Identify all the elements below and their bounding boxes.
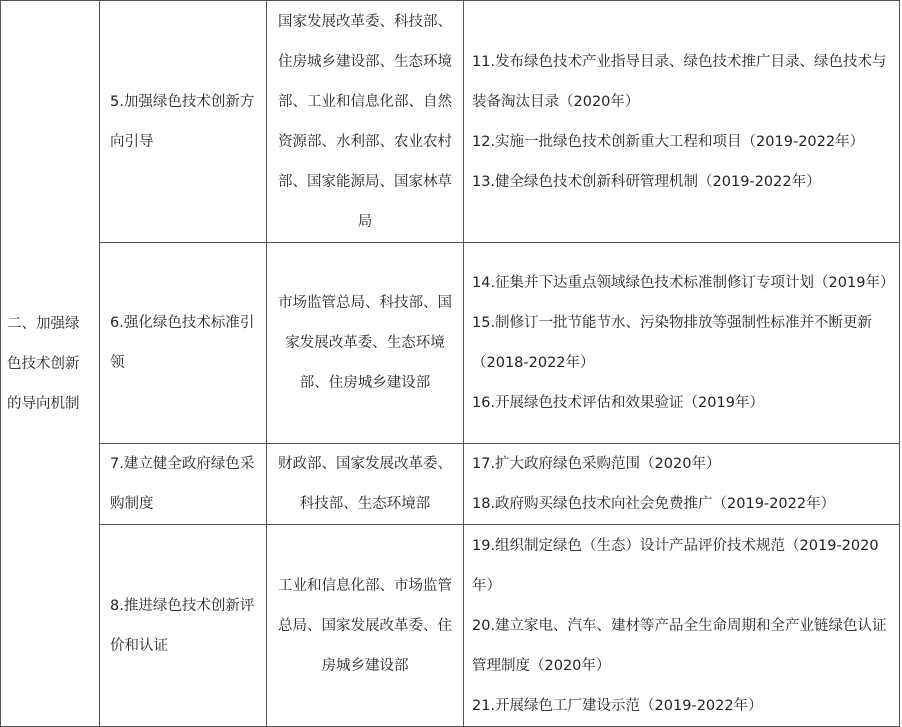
table-row (1, 1, 900, 243)
measures-cell (464, 243, 900, 444)
measure-item: 18.政府购买绿色技术向社会免费推广（2019-2022年） (472, 496, 836, 512)
measure-item: 19.组织制定绿色（生态）设计产品评价技术规范（2019-2020年） (472, 537, 879, 594)
task-cell (100, 1, 267, 243)
dept-label: 市场监管总局、科技部、国家发展改革委、生态环境部、住房城乡建设部 (278, 295, 452, 391)
measure-item: 20.建立家电、汽车、建材等产品全生命周期和全产业链绿色认证管理制度（2020年） (472, 617, 887, 674)
dept-cell (267, 525, 464, 727)
category-cell (1, 1, 100, 727)
table-row (1, 444, 900, 525)
task-label: 8.推进绿色技术创新评价和认证 (110, 597, 255, 654)
measure-item: 17.扩大政府绿色采购范围（2020年） (472, 456, 721, 472)
task-label: 5.加强绿色技术创新方向引导 (110, 93, 255, 150)
task-cell (100, 525, 267, 727)
dept-cell (267, 1, 464, 243)
dept-cell (267, 444, 464, 525)
table-row (1, 243, 900, 444)
task-cell (100, 243, 267, 444)
measure-item: 14.征集并下达重点领域绿色技术标准制修订专项计划（2019年） (472, 275, 895, 291)
measure-item: 15.制修订一批节能节水、污染物排放等强制性标准并不断更新（2018-2022年） (472, 315, 873, 371)
measure-item: 16.开展绿色技术评估和效果验证（2019年） (472, 395, 764, 411)
measure-item: 13.健全绿色技术创新科研管理机制（2019-2022年） (472, 173, 821, 190)
measure-item: 12.实施一批绿色技术创新重大工程和项目（2019-2022年） (472, 133, 865, 150)
measure-item: 11.发布绿色技术产业指导目录、绿色技术推广目录、绿色技术与装备淘汰目录（2020年） (472, 53, 887, 110)
measures-cell (464, 1, 900, 243)
dept-label: 工业和信息化部、市场监管总局、国家发展改革委、住房城乡建设部 (278, 577, 452, 674)
measures-cell (464, 525, 900, 727)
task-label: 6.强化绿色技术标准引领 (110, 315, 255, 371)
dept-label: 国家发展改革委、科技部、住房城乡建设部、生态环境部、工业和信息化部、自然资源部、水利部、农业农村部、国家能源局、国家林草局 (278, 13, 452, 230)
task-cell (100, 444, 267, 525)
task-label: 7.建立健全政府绿色采购制度 (110, 456, 255, 512)
measures-cell (464, 444, 900, 525)
dept-label: 财政部、国家发展改革委、科技部、生态环境部 (278, 456, 452, 512)
measure-item: 21.开展绿色工厂建设示范（2019-2022年） (472, 697, 763, 714)
dept-cell (267, 243, 464, 444)
table-row (1, 525, 900, 727)
category-label: 二、加强绿色技术创新的导向机制 (7, 315, 80, 412)
